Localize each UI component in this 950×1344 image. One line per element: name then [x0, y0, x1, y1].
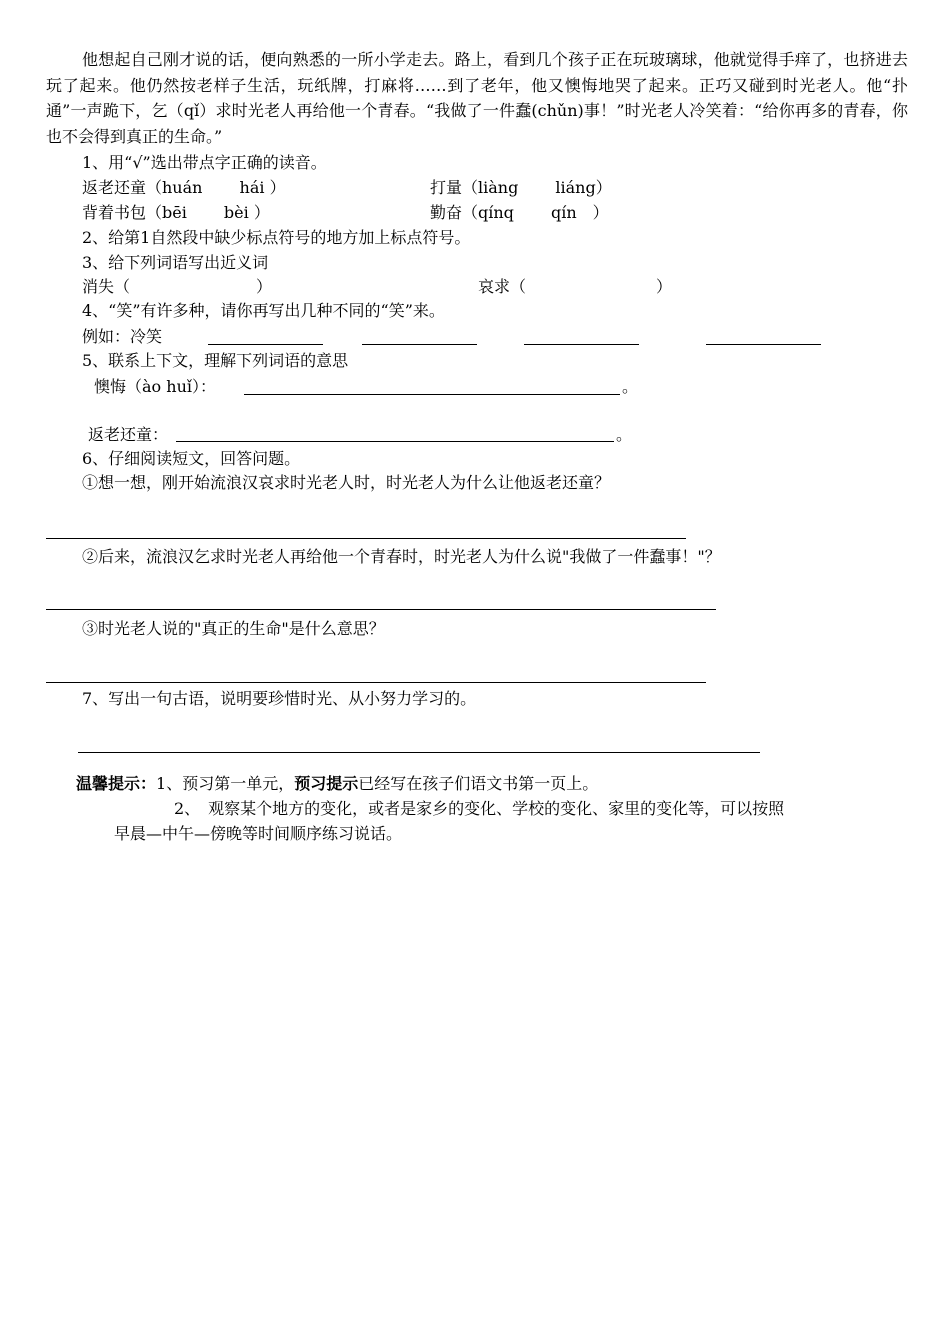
q5-period-1: 。 — [622, 377, 639, 396]
q5-blank-1[interactable] — [244, 394, 620, 395]
q6-answer-2[interactable] — [46, 609, 716, 610]
reading-passage: 他想起自己刚才说的话，便向熟悉的一所小学走去。路上，看到几个孩子正在玩玻璃球，他就觉得手痒了，也挤进去玩了起来。他仍然按老样子生活，玩纸牌，打麻将……到了老年，他又懊悔地哭了起来。正巧又碰到时光老人。他“扑通”一声跪下，乞（qǐ）求时光老人再给他一个青春。“我做了一件蠢(chǔn)事！”时光老人冷笑着：“给你再多的青春，你也不会得到真正的生命。” — [46, 50, 908, 146]
q2-title: 2、给第1自然段中缺少标点符号的地方加上标点符号。 — [82, 228, 471, 247]
q3-word-2: 哀求（ — [478, 277, 527, 296]
q6-sub-1: ①想一想，刚开始流浪汉哀求时光老人时，时光老人为什么让他返老还童？ — [82, 473, 611, 492]
q6-sub-2: ②后来，流浪汉乞求时光老人再给他一个青春时，时光老人为什么说"我做了一件蠢事！"？ — [82, 547, 721, 566]
q6-answer-3[interactable] — [46, 682, 706, 683]
q3-word-1-close: ） — [256, 277, 273, 296]
q7-title: 7、写出一句古语，说明要珍惜时光、从小努力学习的。 — [82, 689, 477, 708]
q4-example: 例如：冷笑 — [82, 327, 163, 346]
tips-1-post: 已经写在孩子们语文书第一页上。 — [358, 774, 599, 793]
q4-blank-4[interactable] — [706, 344, 821, 345]
q5-word-2: 返老还童： — [88, 425, 169, 444]
q3-word-2-close: ） — [656, 277, 673, 296]
q1-item-3: 背着书包（bēi bèi ） — [82, 203, 270, 222]
q4-blank-3[interactable] — [524, 344, 639, 345]
tips-label: 温馨提示： — [76, 774, 157, 793]
q4-blank-2[interactable] — [362, 344, 477, 345]
q1-item-2: 打量（liàng liáng） — [430, 178, 612, 197]
tips-1-bold: 预习提示 — [294, 774, 359, 793]
q5-title: 5、联系上下文，理解下列词语的意思 — [82, 351, 349, 370]
tips-line-1 — [76, 773, 598, 795]
q3-title: 3、给下列词语写出近义词 — [82, 253, 269, 272]
q7-answer[interactable] — [78, 752, 760, 753]
q3-word-1: 消失（ — [82, 277, 131, 296]
q4-blank-1[interactable] — [208, 344, 323, 345]
q5-period-2: 。 — [616, 425, 633, 444]
tips-line-3: 早晨—中午—傍晚等时间顺序练习说话。 — [114, 824, 403, 843]
q6-title: 6、仔细阅读短文，回答问题。 — [82, 449, 301, 468]
q1-item-4: 勤奋（qínq qín ） — [430, 203, 609, 222]
tips-1-pre: 1、预习第一单元， — [156, 774, 295, 793]
q6-sub-3: ③时光老人说的"真正的生命"是什么意思？ — [82, 619, 385, 638]
q6-answer-1[interactable] — [46, 538, 686, 539]
tips-line-2: 2、 观察某个地方的变化，或者是家乡的变化、学校的变化、家里的变化等，可以按照 — [174, 799, 785, 818]
q1-title: 1、用“√”选出带点字正确的读音。 — [82, 153, 327, 172]
q5-blank-2[interactable] — [176, 441, 614, 442]
q1-item-1: 返老还童（huán hái ） — [82, 178, 286, 197]
q4-title: 4、“笑”有许多种，请你再写出几种不同的“笑”来。 — [82, 301, 445, 320]
q5-word-1: 懊悔（ào huǐ）： — [94, 377, 216, 396]
